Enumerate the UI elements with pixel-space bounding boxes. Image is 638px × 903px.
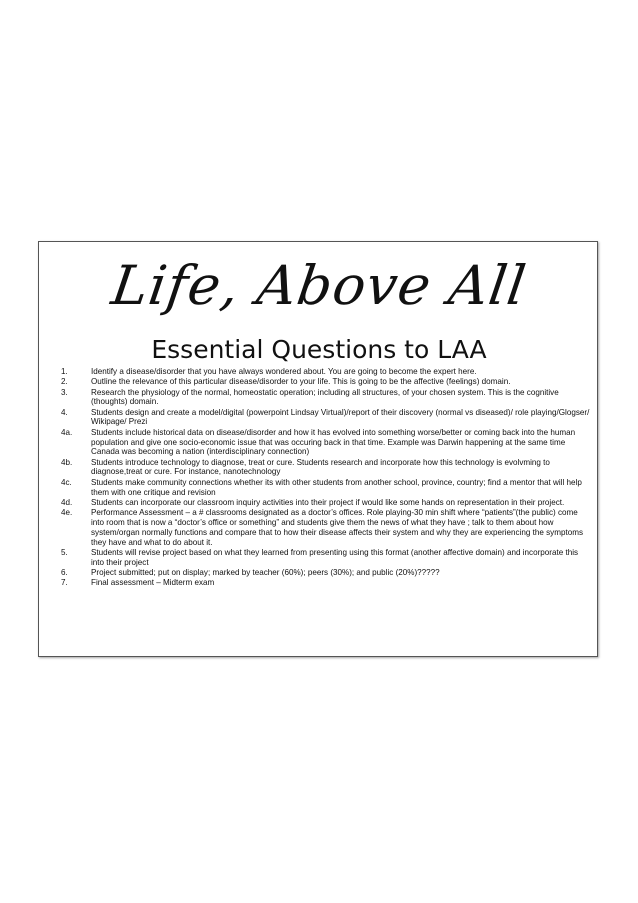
item-text: Students will revise project based on what they learned from presenting using this format (another affective domain) and incorporate this into their project xyxy=(91,547,579,567)
item-number: 4d. xyxy=(61,497,73,507)
item-number: 4c. xyxy=(61,477,72,487)
list-item xyxy=(61,458,591,478)
item-text: Performance Assessment – a # classrooms designated as a doctor’s offices. Role playing-30 min shift where “patients”(the public) come into room that is now a “doctor’s office or something” and students give them the news of what they have ; talk to them about how system/organ normally functions and compare that to how their disease affects their system and why they are experiencing the symptoms they have and what to do about it. xyxy=(91,508,584,547)
slide-frame xyxy=(38,241,598,657)
item-text: Students include historical data on disease/disorder and how it has evolved into something worse/better or coming back into the human population and give one socio-economic issue that was occuring back in that time. Example was Darwin happening at the same time Canada was becoming a nation (interdisciplinary connection) xyxy=(91,427,576,457)
list-item xyxy=(61,568,591,578)
list-item xyxy=(61,508,591,547)
item-number: 4e. xyxy=(61,508,73,518)
item-text: Students can incorporate our classroom inquiry activities into their project if would like some hands on representation in their project. xyxy=(91,497,565,507)
list-item xyxy=(61,428,591,457)
slide-subtitle: Essential Questions to LAA xyxy=(151,335,487,364)
item-number: 1. xyxy=(61,367,68,376)
list-item xyxy=(61,578,591,588)
list-item xyxy=(61,408,591,428)
item-number: 4b. xyxy=(61,457,73,467)
slide-title: Life, Above All xyxy=(107,254,531,317)
list-item xyxy=(61,548,591,568)
item-text: Outline the relevance of this particular disease/disorder to your life. This is going to be the affective (feelings) domain. xyxy=(91,377,511,387)
item-text: Final assessment – Midterm exam xyxy=(91,578,215,588)
item-text: Project submitted; put on display; marked by teacher (60%); peers (30%); and public (20%)????? xyxy=(91,567,440,577)
list-item xyxy=(61,498,591,508)
item-number: 3. xyxy=(61,387,68,397)
item-text: Students introduce technology to diagnose, treat or cure. Students research and incorporate how this technology is evolvming to diagnose,treat or cure. For instance, nanotechnology xyxy=(91,457,550,477)
item-number: 6. xyxy=(61,567,68,577)
item-text: Identify a disease/disorder that you have always wondered about. You are going to become the expert here. xyxy=(91,367,477,376)
item-text: Students make community connections whether its with other students from another school, province, country; find a mentor that will help them with one critique and revision xyxy=(91,477,582,497)
list-item xyxy=(61,478,591,498)
item-number: 5. xyxy=(61,547,68,557)
item-number: 4a. xyxy=(61,427,73,437)
item-number: 2. xyxy=(61,377,68,387)
list-item xyxy=(61,377,591,387)
questions-list xyxy=(61,367,591,589)
list-item xyxy=(61,388,591,408)
item-number: 7. xyxy=(61,578,68,588)
item-number: 4. xyxy=(61,407,68,417)
item-text: Research the physiology of the normal, homeostatic operation; including all structures, of your chosen system. This is the cognitive (thoughts) domain. xyxy=(91,387,559,407)
item-text: Students design and create a model/digital (powerpoint Lindsay Virtual)/report of their discovery (normal vs diseased)/ role playing/Glogser/ Wikipage/ Prezi xyxy=(91,407,590,427)
list-item xyxy=(61,367,591,377)
